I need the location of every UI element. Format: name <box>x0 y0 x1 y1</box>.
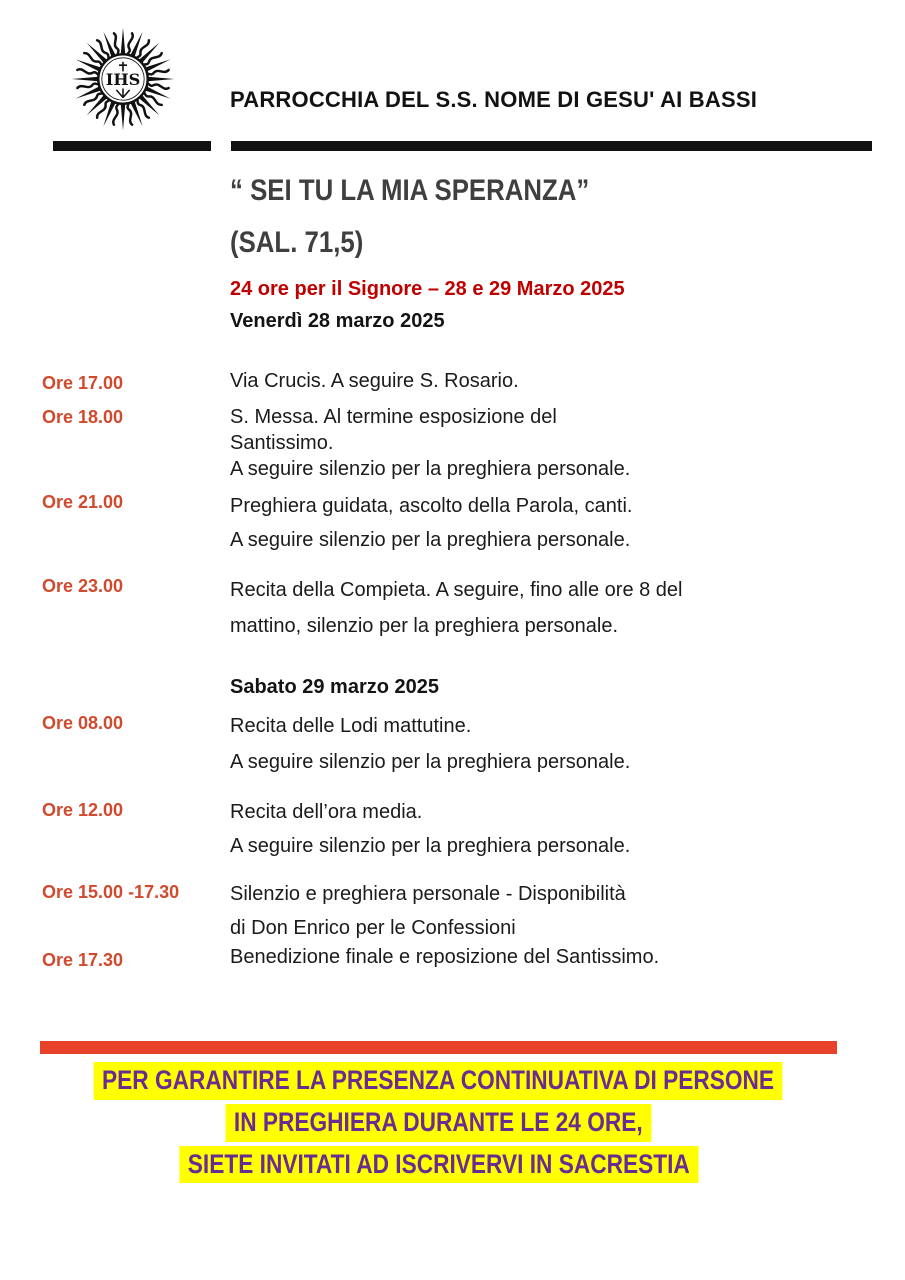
event-subtitle: 24 ore per il Signore – 28 e 29 Marzo 2025 <box>230 278 625 300</box>
description-line: Recita dell’ora media. <box>230 801 423 823</box>
description-line: Benedizione finale e reposizione del Santissimo. <box>230 946 660 968</box>
description-line: di Don Enrico per le Confessioni <box>230 917 516 939</box>
footer-invitation <box>40 1062 837 1183</box>
description-line: Via Crucis. A seguire S. Rosario. <box>230 370 519 392</box>
footer-line: IN PREGHIERA DURANTE LE 24 ORE, <box>226 1104 652 1142</box>
event-time: Ore 17.00 <box>42 373 124 393</box>
description-line: mattino, silenzio per la preghiera personale. <box>230 615 618 637</box>
footer-line: PER GARANTIRE LA PRESENZA CONTINUATIVA DI PERSONE <box>94 1062 783 1100</box>
event-time: Ore 12.00 <box>42 800 124 820</box>
event-description <box>230 572 683 644</box>
event-time: Ore 15.00 -17.30 <box>42 882 180 902</box>
event-time: Ore 21.00 <box>42 492 124 512</box>
event-time: Ore 18.00 <box>42 407 124 427</box>
event-description <box>230 795 630 863</box>
parish-name: PARROCCHIA DEL S.S. NOME DI GESU' AI BASSI <box>230 87 758 112</box>
description-line: Silenzio e preghiera personale - Disponibilità <box>230 883 626 905</box>
event-time: Ore 08.00 <box>42 713 124 733</box>
description-line: Recita della Compieta. A seguire, fino alle ore 8 del <box>230 579 683 601</box>
psalm-reference: (SAL. 71,5) <box>230 226 364 259</box>
description-line: A seguire silenzio per la preghiera personale. <box>230 529 631 551</box>
event-description <box>230 370 519 393</box>
description-line: Santissimo. <box>230 432 334 454</box>
description-line: Preghiera guidata, ascolto della Parola, canti. <box>230 495 633 517</box>
header-rule-right <box>231 141 872 151</box>
footer-accent-bar <box>40 1041 837 1054</box>
event-time: Ore 17.30 <box>42 950 124 970</box>
event-description <box>230 708 630 780</box>
ihs-monogram: IHS <box>105 70 141 90</box>
description-line: A seguire silenzio per la preghiera personale. <box>230 751 631 773</box>
header-rule-left <box>53 141 211 151</box>
page-title: “ SEI TU LA MIA SPERANZA” <box>230 174 590 207</box>
event-time: Ore 23.00 <box>42 576 124 596</box>
description-line: A seguire silenzio per la preghiera personale. <box>230 458 631 480</box>
event-description <box>230 877 626 945</box>
friday-heading: Venerdì 28 marzo 2025 <box>230 310 445 332</box>
saturday-heading: Sabato 29 marzo 2025 <box>230 676 439 698</box>
event-description <box>230 404 630 482</box>
description-line: A seguire silenzio per la preghiera personale. <box>230 835 631 857</box>
description-line: S. Messa. Al termine esposizione del <box>230 406 557 428</box>
event-description <box>230 489 632 557</box>
description-line: Recita delle Lodi mattutine. <box>230 715 472 737</box>
footer-line: SIETE INVITATI AD ISCRIVERVI IN SACRESTIA <box>179 1146 698 1184</box>
event-description <box>230 946 659 969</box>
ihs-sun-emblem-icon <box>66 22 180 136</box>
